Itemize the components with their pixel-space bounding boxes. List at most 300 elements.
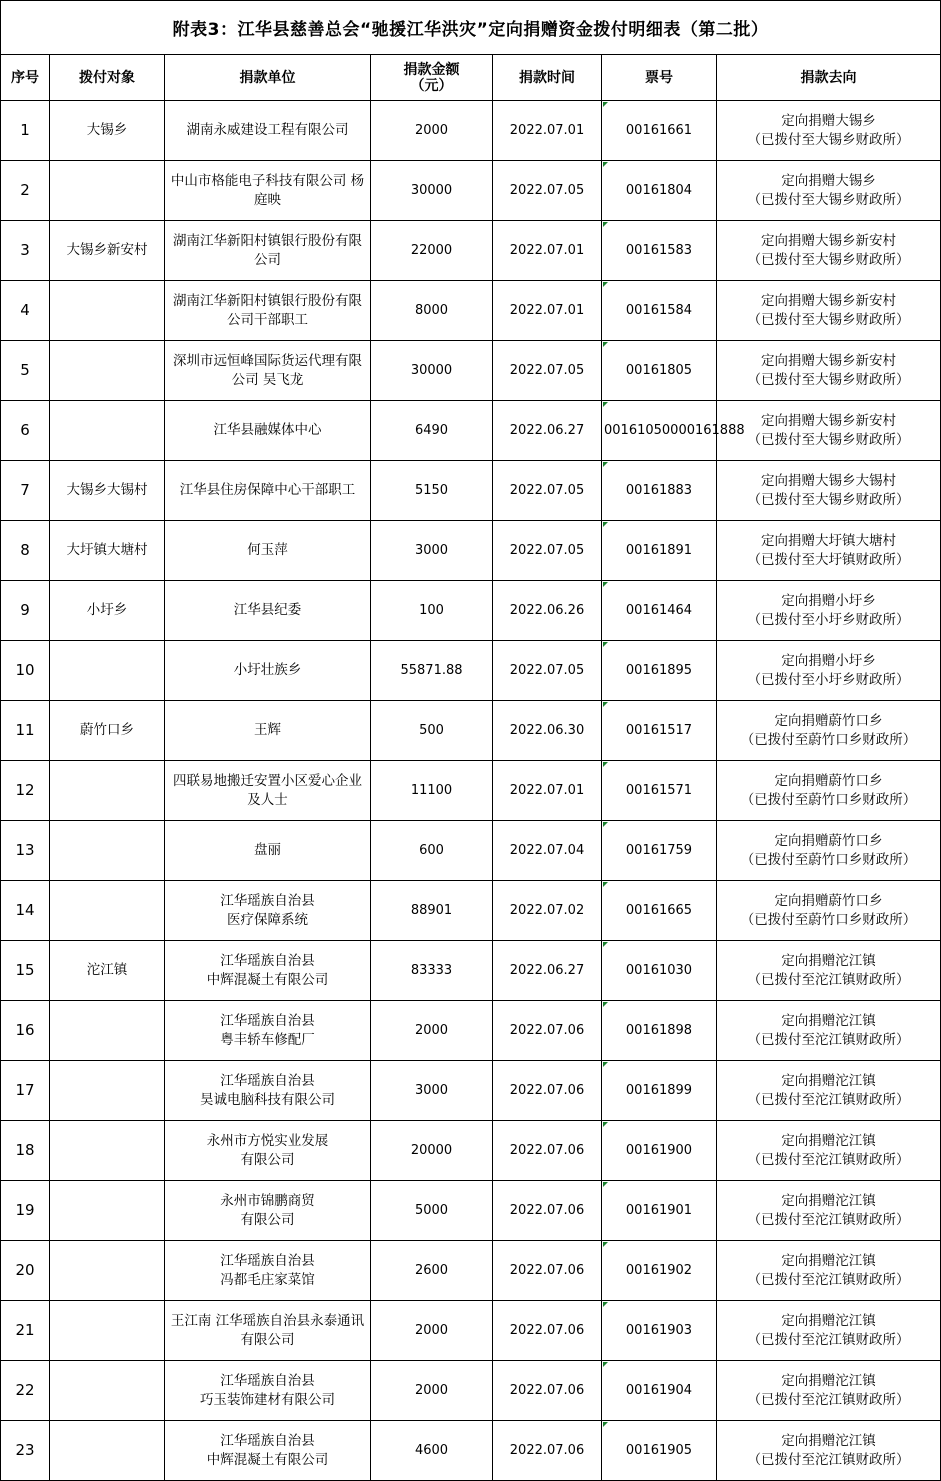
cell-target bbox=[50, 1241, 165, 1301]
cell-target bbox=[50, 341, 165, 401]
cell-destination bbox=[717, 1361, 941, 1421]
table-row bbox=[1, 341, 941, 401]
cell-seq: 16 bbox=[1, 1001, 50, 1061]
table-row bbox=[1, 1361, 941, 1421]
cell-donor bbox=[165, 881, 371, 941]
table-row bbox=[1, 221, 941, 281]
cell-ticket bbox=[602, 281, 717, 341]
ticket-number: 00161899 bbox=[625, 1083, 693, 1098]
cell-destination bbox=[717, 221, 941, 281]
donor-line: 永州市方悦实业发展 bbox=[206, 1132, 329, 1149]
cell-target: 大锡乡新安村 bbox=[50, 221, 165, 281]
cell-date: 2022.07.06 bbox=[493, 1421, 602, 1481]
destination-line-2: （已拨付至蔚竹口乡财政所） bbox=[740, 851, 917, 868]
cell-ticket bbox=[602, 401, 745, 461]
cell-date: 2022.07.01 bbox=[493, 761, 602, 821]
cell-target: 沱江镇 bbox=[50, 941, 165, 1001]
cell-amount: 3000 bbox=[371, 1061, 493, 1121]
destination-line-1: 定向捐赠沱江镇 bbox=[781, 1312, 876, 1329]
cell-date: 2022.07.05 bbox=[493, 461, 602, 521]
table-row bbox=[1, 761, 941, 821]
donor-line: 昊诚电脑科技有限公司 bbox=[200, 1091, 335, 1108]
destination-line-1: 定向捐赠沱江镇 bbox=[781, 1072, 876, 1089]
header-ticket: 票号 bbox=[602, 55, 717, 101]
cell-amount: 6490 bbox=[371, 401, 493, 461]
cell-destination bbox=[717, 701, 941, 761]
cell-destination bbox=[717, 1301, 941, 1361]
cell-comment-marker-icon bbox=[603, 882, 608, 887]
cell-seq: 5 bbox=[1, 341, 50, 401]
destination-line-2: （已拨付至大锡乡财政所） bbox=[747, 371, 910, 388]
cell-ticket bbox=[602, 1241, 717, 1301]
cell-ticket bbox=[602, 101, 717, 161]
ticket-number: 00161905 bbox=[625, 1443, 693, 1458]
ticket-number: 00161583 bbox=[625, 243, 693, 258]
header-date: 捐款时间 bbox=[493, 55, 602, 101]
cell-ticket bbox=[602, 1061, 717, 1121]
donor-line: 中辉混凝土有限公司 bbox=[206, 971, 329, 988]
destination-line-1: 定向捐赠大锡乡新安村 bbox=[761, 412, 896, 429]
cell-seq: 9 bbox=[1, 581, 50, 641]
table-row bbox=[1, 161, 941, 221]
destination-line-1: 定向捐赠小圩乡 bbox=[781, 592, 876, 609]
destination-line-1: 定向捐赠大锡乡新安村 bbox=[761, 352, 896, 369]
cell-seq: 17 bbox=[1, 1061, 50, 1121]
cell-donor bbox=[165, 101, 371, 161]
cell-target: 蔚竹口乡 bbox=[50, 701, 165, 761]
destination-line-2: （已拨付至大圩镇财政所） bbox=[747, 551, 910, 568]
cell-comment-marker-icon bbox=[603, 1242, 608, 1247]
donor-line: 江华县纪委 bbox=[233, 602, 302, 618]
cell-date: 2022.07.06 bbox=[493, 1181, 602, 1241]
donor-line: 深圳市远恒峰国际货运代理有限公司 吴飞龙 bbox=[173, 352, 362, 388]
cell-donor bbox=[165, 221, 371, 281]
cell-date: 2022.07.05 bbox=[493, 341, 602, 401]
cell-donor bbox=[165, 701, 371, 761]
cell-seq: 6 bbox=[1, 401, 50, 461]
table-row bbox=[1, 1241, 941, 1301]
cell-amount: 500 bbox=[371, 701, 493, 761]
header-seq: 序号 bbox=[1, 55, 50, 101]
cell-comment-marker-icon bbox=[603, 942, 608, 947]
destination-line-2: （已拨付至沱江镇财政所） bbox=[747, 1451, 910, 1468]
cell-comment-marker-icon bbox=[603, 162, 608, 167]
ticket-number: 00161895 bbox=[625, 663, 693, 678]
cell-amount: 55871.88 bbox=[371, 641, 493, 701]
donor-line: 湖南永威建设工程有限公司 bbox=[186, 122, 349, 138]
donor-line: 江华瑶族自治县 bbox=[220, 952, 315, 969]
destination-line-1: 定向捐赠蔚竹口乡 bbox=[774, 832, 883, 849]
table-row bbox=[1, 461, 941, 521]
destination-line-1: 定向捐赠大锡乡大锡村 bbox=[761, 472, 896, 489]
destination-line-2: （已拨付至蔚竹口乡财政所） bbox=[740, 731, 917, 748]
destination-line-2: （已拨付至沱江镇财政所） bbox=[747, 1091, 910, 1108]
cell-date: 2022.07.06 bbox=[493, 1241, 602, 1301]
cell-destination bbox=[717, 821, 941, 881]
cell-date: 2022.06.27 bbox=[493, 941, 602, 1001]
destination-line-1: 定向捐赠大圩镇大塘村 bbox=[761, 532, 896, 549]
cell-amount: 2000 bbox=[371, 1361, 493, 1421]
cell-comment-marker-icon bbox=[603, 1422, 608, 1427]
cell-ticket bbox=[602, 701, 717, 761]
table-title: 附表3：江华县慈善总会“驰援江华洪灾”定向捐赠资金拨付明细表（第二批） bbox=[1, 1, 941, 55]
cell-seq: 18 bbox=[1, 1121, 50, 1181]
cell-amount: 5150 bbox=[371, 461, 493, 521]
destination-line-2: （已拨付至蔚竹口乡财政所） bbox=[740, 791, 917, 808]
cell-date: 2022.07.04 bbox=[493, 821, 602, 881]
cell-target bbox=[50, 1361, 165, 1421]
destination-line-2: （已拨付至沱江镇财政所） bbox=[747, 971, 910, 988]
cell-amount: 11100 bbox=[371, 761, 493, 821]
header-target: 拨付对象 bbox=[50, 55, 165, 101]
cell-target bbox=[50, 401, 165, 461]
cell-seq: 23 bbox=[1, 1421, 50, 1481]
cell-amount: 100 bbox=[371, 581, 493, 641]
cell-donor bbox=[165, 1181, 371, 1241]
cell-seq: 13 bbox=[1, 821, 50, 881]
cell-comment-marker-icon bbox=[603, 642, 608, 647]
cell-amount: 30000 bbox=[371, 161, 493, 221]
donor-line: 盘丽 bbox=[254, 842, 281, 858]
cell-comment-marker-icon bbox=[603, 1362, 608, 1367]
cell-ticket bbox=[602, 1301, 717, 1361]
cell-target bbox=[50, 641, 165, 701]
cell-target bbox=[50, 161, 165, 221]
destination-line-1: 定向捐赠沱江镇 bbox=[781, 1012, 876, 1029]
destination-line-1: 定向捐赠大锡乡 bbox=[781, 172, 876, 189]
donor-line: 粤丰轿车修配厂 bbox=[220, 1031, 315, 1048]
cell-target bbox=[50, 1001, 165, 1061]
cell-donor bbox=[165, 341, 371, 401]
cell-ticket bbox=[602, 821, 717, 881]
header-donor: 捐款单位 bbox=[165, 55, 371, 101]
destination-line-2: （已拨付至沱江镇财政所） bbox=[747, 1151, 910, 1168]
table-row bbox=[1, 101, 941, 161]
table-row bbox=[1, 701, 941, 761]
cell-donor bbox=[165, 521, 371, 581]
cell-amount: 30000 bbox=[371, 341, 493, 401]
donor-line: 中辉混凝土有限公司 bbox=[206, 1451, 329, 1468]
donor-line: 小圩壮族乡 bbox=[233, 662, 302, 678]
cell-comment-marker-icon bbox=[603, 702, 608, 707]
table-row bbox=[1, 821, 941, 881]
cell-donor bbox=[165, 401, 371, 461]
table-row bbox=[1, 581, 941, 641]
cell-destination bbox=[717, 1061, 941, 1121]
ticket-number: 00161050000161888 bbox=[604, 423, 745, 438]
ticket-number: 00161901 bbox=[625, 1203, 693, 1218]
donor-line: 江华瑶族自治县 bbox=[220, 1372, 315, 1389]
cell-seq: 2 bbox=[1, 161, 50, 221]
cell-target bbox=[50, 1181, 165, 1241]
cell-ticket bbox=[602, 1361, 717, 1421]
donor-line: 巧玉装饰建材有限公司 bbox=[200, 1391, 335, 1408]
destination-line-2: （已拨付至沱江镇财政所） bbox=[747, 1271, 910, 1288]
cell-destination bbox=[717, 1241, 941, 1301]
ticket-number: 00161517 bbox=[625, 723, 693, 738]
table-row bbox=[1, 1061, 941, 1121]
cell-seq: 21 bbox=[1, 1301, 50, 1361]
cell-date: 2022.07.06 bbox=[493, 1361, 602, 1421]
destination-line-2: （已拨付至蔚竹口乡财政所） bbox=[740, 911, 917, 928]
donor-line: 有限公司 bbox=[240, 1211, 295, 1228]
cell-seq: 1 bbox=[1, 101, 50, 161]
cell-amount: 600 bbox=[371, 821, 493, 881]
destination-line-2: （已拨付至大锡乡财政所） bbox=[747, 131, 910, 148]
cell-amount: 4600 bbox=[371, 1421, 493, 1481]
cell-date: 2022.07.06 bbox=[493, 1001, 602, 1061]
table-row bbox=[1, 1301, 941, 1361]
cell-target: 大圩镇大塘村 bbox=[50, 521, 165, 581]
cell-comment-marker-icon bbox=[603, 102, 608, 107]
destination-line-1: 定向捐赠大锡乡新安村 bbox=[761, 292, 896, 309]
destination-line-1: 定向捐赠沱江镇 bbox=[781, 1432, 876, 1449]
cell-date: 2022.06.27 bbox=[493, 401, 602, 461]
table-row bbox=[1, 401, 941, 461]
cell-ticket bbox=[602, 1001, 717, 1061]
ticket-number: 00161584 bbox=[625, 303, 693, 318]
cell-seq: 15 bbox=[1, 941, 50, 1001]
donor-line: 湖南江华新阳村镇银行股份有限公司 bbox=[173, 232, 362, 268]
ticket-number: 00161902 bbox=[625, 1263, 693, 1278]
destination-line-1: 定向捐赠小圩乡 bbox=[781, 652, 876, 669]
donor-line: 江华县融媒体中心 bbox=[213, 422, 322, 438]
destination-line-2: （已拨付至沱江镇财政所） bbox=[747, 1331, 910, 1348]
cell-date: 2022.07.01 bbox=[493, 101, 602, 161]
ticket-number: 00161665 bbox=[625, 903, 693, 918]
cell-comment-marker-icon bbox=[603, 762, 608, 767]
cell-ticket bbox=[602, 341, 717, 401]
cell-destination bbox=[717, 1181, 941, 1241]
cell-ticket bbox=[602, 521, 717, 581]
donor-line: 江华瑶族自治县 bbox=[220, 1012, 315, 1029]
cell-seq: 12 bbox=[1, 761, 50, 821]
table-row bbox=[1, 641, 941, 701]
donor-line: 江华县住房保障中心干部职工 bbox=[179, 482, 356, 498]
cell-seq: 4 bbox=[1, 281, 50, 341]
table-row bbox=[1, 881, 941, 941]
cell-donor bbox=[165, 1421, 371, 1481]
title-row bbox=[1, 1, 941, 55]
cell-seq: 8 bbox=[1, 521, 50, 581]
destination-line-2: （已拨付至大锡乡财政所） bbox=[747, 431, 910, 448]
cell-date: 2022.07.05 bbox=[493, 161, 602, 221]
cell-seq: 19 bbox=[1, 1181, 50, 1241]
destination-line-2: （已拨付至沱江镇财政所） bbox=[747, 1391, 910, 1408]
ticket-number: 00161891 bbox=[625, 543, 693, 558]
donor-line: 医疗保障系统 bbox=[227, 911, 308, 928]
cell-ticket bbox=[602, 461, 717, 521]
cell-destination bbox=[717, 521, 941, 581]
cell-comment-marker-icon bbox=[603, 462, 608, 467]
cell-date: 2022.07.06 bbox=[493, 1301, 602, 1361]
cell-ticket bbox=[602, 1181, 717, 1241]
cell-ticket bbox=[602, 881, 717, 941]
cell-donor bbox=[165, 641, 371, 701]
cell-seq: 20 bbox=[1, 1241, 50, 1301]
cell-ticket bbox=[602, 941, 717, 1001]
ticket-number: 00161661 bbox=[625, 123, 693, 138]
cell-destination bbox=[717, 1001, 941, 1061]
donor-line: 江华瑶族自治县 bbox=[220, 1072, 315, 1089]
cell-date: 2022.07.01 bbox=[493, 281, 602, 341]
cell-date: 2022.07.06 bbox=[493, 1061, 602, 1121]
table-row bbox=[1, 1421, 941, 1481]
cell-amount: 2000 bbox=[371, 1001, 493, 1061]
donor-line: 有限公司 bbox=[240, 1151, 295, 1168]
donor-line: 王辉 bbox=[254, 722, 281, 738]
destination-line-2: （已拨付至小圩乡财政所） bbox=[747, 671, 910, 688]
destination-line-2: （已拨付至沱江镇财政所） bbox=[747, 1211, 910, 1228]
cell-donor bbox=[165, 1241, 371, 1301]
cell-donor bbox=[165, 461, 371, 521]
table-row bbox=[1, 1001, 941, 1061]
cell-seq: 11 bbox=[1, 701, 50, 761]
header-row bbox=[1, 55, 941, 101]
cell-target bbox=[50, 1121, 165, 1181]
cell-comment-marker-icon bbox=[603, 1002, 608, 1007]
cell-target bbox=[50, 1301, 165, 1361]
cell-donor bbox=[165, 761, 371, 821]
cell-target: 小圩乡 bbox=[50, 581, 165, 641]
destination-line-2: （已拨付至大锡乡财政所） bbox=[747, 191, 910, 208]
cell-donor bbox=[165, 1001, 371, 1061]
donor-line: 江华瑶族自治县 bbox=[220, 1252, 315, 1269]
cell-comment-marker-icon bbox=[603, 282, 608, 287]
destination-line-2: （已拨付至小圩乡财政所） bbox=[747, 611, 910, 628]
cell-target bbox=[50, 761, 165, 821]
destination-line-1: 定向捐赠沱江镇 bbox=[781, 1132, 876, 1149]
cell-donor bbox=[165, 821, 371, 881]
cell-target bbox=[50, 881, 165, 941]
ticket-number: 00161804 bbox=[625, 183, 693, 198]
cell-seq: 14 bbox=[1, 881, 50, 941]
cell-amount: 5000 bbox=[371, 1181, 493, 1241]
cell-comment-marker-icon bbox=[603, 1302, 608, 1307]
header-amount-label: 捐款金额（元） bbox=[403, 61, 460, 94]
table-row bbox=[1, 1121, 941, 1181]
ticket-number: 00161759 bbox=[625, 843, 693, 858]
cell-destination bbox=[717, 641, 941, 701]
cell-donor bbox=[165, 161, 371, 221]
cell-destination bbox=[717, 161, 941, 221]
destination-line-1: 定向捐赠大锡乡新安村 bbox=[761, 232, 896, 249]
donor-line: 何玉萍 bbox=[247, 542, 288, 558]
donor-line: 王江南 江华瑶族自治县永泰通讯有限公司 bbox=[170, 1312, 365, 1348]
cell-destination bbox=[717, 761, 941, 821]
donor-line: 江华瑶族自治县 bbox=[220, 892, 315, 909]
donor-line: 冯都毛庄家菜馆 bbox=[220, 1271, 315, 1288]
donor-line: 中山市格能电子科技有限公司 杨庭映 bbox=[170, 172, 365, 208]
cell-seq: 10 bbox=[1, 641, 50, 701]
cell-destination bbox=[717, 941, 941, 1001]
cell-ticket bbox=[602, 581, 717, 641]
ticket-number: 00161904 bbox=[625, 1383, 693, 1398]
cell-target bbox=[50, 281, 165, 341]
ticket-number: 00161571 bbox=[625, 783, 693, 798]
cell-target: 大锡乡 bbox=[50, 101, 165, 161]
cell-ticket bbox=[602, 1121, 717, 1181]
table-row bbox=[1, 941, 941, 1001]
destination-line-1: 定向捐赠蔚竹口乡 bbox=[774, 772, 883, 789]
destination-line-1: 定向捐赠沱江镇 bbox=[781, 952, 876, 969]
cell-amount: 2000 bbox=[371, 1301, 493, 1361]
cell-donor bbox=[165, 1361, 371, 1421]
ticket-number: 00161898 bbox=[625, 1023, 693, 1038]
cell-date: 2022.07.05 bbox=[493, 521, 602, 581]
cell-ticket bbox=[602, 161, 717, 221]
cell-amount: 3000 bbox=[371, 521, 493, 581]
cell-destination bbox=[717, 101, 941, 161]
ticket-number: 00161903 bbox=[625, 1323, 693, 1338]
cell-amount: 8000 bbox=[371, 281, 493, 341]
destination-line-1: 定向捐赠沱江镇 bbox=[781, 1372, 876, 1389]
cell-comment-marker-icon bbox=[603, 1062, 608, 1067]
cell-amount: 20000 bbox=[371, 1121, 493, 1181]
cell-destination bbox=[717, 281, 941, 341]
donor-line: 湖南江华新阳村镇银行股份有限公司干部职工 bbox=[173, 292, 362, 328]
cell-destination bbox=[717, 1421, 941, 1481]
cell-comment-marker-icon bbox=[603, 342, 608, 347]
cell-target bbox=[50, 1421, 165, 1481]
ticket-number: 00161805 bbox=[625, 363, 693, 378]
ticket-number: 00161883 bbox=[625, 483, 693, 498]
destination-line-1: 定向捐赠大锡乡 bbox=[781, 112, 876, 129]
cell-comment-marker-icon bbox=[603, 822, 608, 827]
destination-line-2: （已拨付至大锡乡财政所） bbox=[747, 311, 910, 328]
cell-target: 大锡乡大锡村 bbox=[50, 461, 165, 521]
cell-ticket bbox=[602, 641, 717, 701]
cell-destination bbox=[717, 341, 941, 401]
cell-target bbox=[50, 1061, 165, 1121]
table-row bbox=[1, 281, 941, 341]
cell-date: 2022.07.06 bbox=[493, 1121, 602, 1181]
cell-date: 2022.06.30 bbox=[493, 701, 602, 761]
header-amount bbox=[371, 55, 493, 101]
cell-comment-marker-icon bbox=[603, 222, 608, 227]
cell-comment-marker-icon bbox=[603, 1182, 608, 1187]
destination-line-1: 定向捐赠蔚竹口乡 bbox=[774, 712, 883, 729]
cell-target bbox=[50, 821, 165, 881]
cell-donor bbox=[165, 1061, 371, 1121]
cell-amount: 22000 bbox=[371, 221, 493, 281]
donor-line: 永州市锦鹏商贸 bbox=[220, 1192, 315, 1209]
cell-donor bbox=[165, 941, 371, 1001]
cell-amount: 88901 bbox=[371, 881, 493, 941]
cell-date: 2022.07.05 bbox=[493, 641, 602, 701]
cell-date: 2022.06.26 bbox=[493, 581, 602, 641]
cell-ticket bbox=[602, 221, 717, 281]
cell-comment-marker-icon bbox=[603, 522, 608, 527]
cell-destination bbox=[717, 461, 941, 521]
destination-line-2: （已拨付至大锡乡财政所） bbox=[747, 251, 910, 268]
cell-amount: 2000 bbox=[371, 101, 493, 161]
cell-comment-marker-icon bbox=[603, 402, 608, 407]
ticket-number: 00161900 bbox=[625, 1143, 693, 1158]
donor-line: 四联易地搬迁安置小区爱心企业及人士 bbox=[173, 772, 362, 808]
cell-donor bbox=[165, 581, 371, 641]
cell-seq: 7 bbox=[1, 461, 50, 521]
cell-comment-marker-icon bbox=[603, 1122, 608, 1127]
cell-comment-marker-icon bbox=[603, 582, 608, 587]
destination-line-2: （已拨付至沱江镇财政所） bbox=[747, 1031, 910, 1048]
cell-amount: 83333 bbox=[371, 941, 493, 1001]
table-row bbox=[1, 1181, 941, 1241]
destination-line-1: 定向捐赠沱江镇 bbox=[781, 1252, 876, 1269]
cell-destination bbox=[717, 581, 941, 641]
cell-donor bbox=[165, 1301, 371, 1361]
header-destination: 捐款去向 bbox=[717, 55, 941, 101]
